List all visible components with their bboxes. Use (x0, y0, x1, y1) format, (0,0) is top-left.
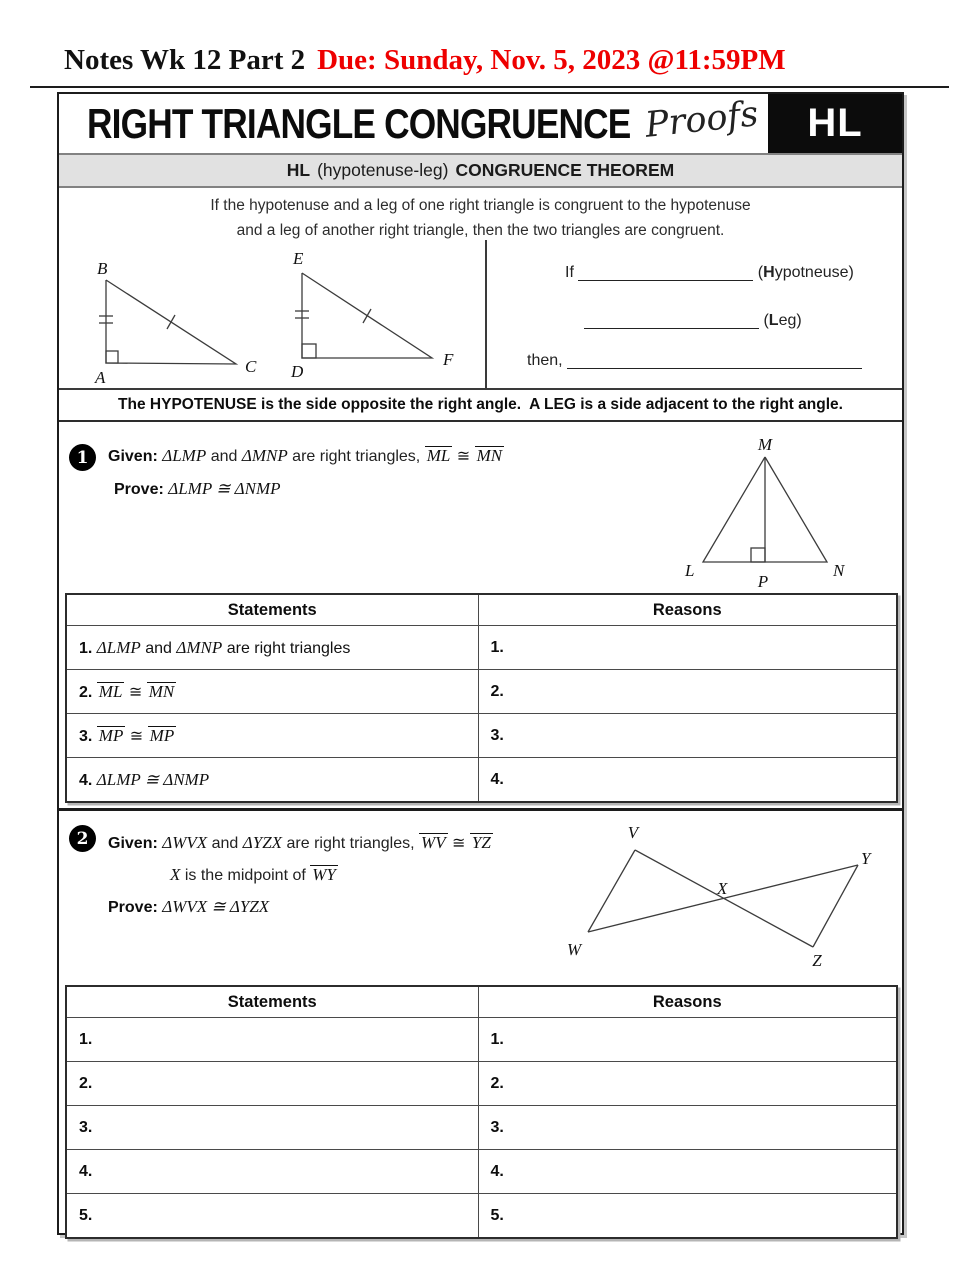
vertex-label-m: M (757, 435, 773, 454)
table-row (66, 1018, 897, 1062)
reason-cell: 3. (478, 714, 897, 758)
statement-cell: 3. MP ≅ MP (66, 714, 478, 758)
theorem-line-1: If the hypotenuse and a leg of one right triangle is congruent to the hypotenuse (210, 197, 751, 214)
vertex-label-b: B (97, 259, 108, 278)
vertex-label-c: C (245, 357, 257, 376)
definition-callout: The HYPOTENUSE is the side opposite the right angle. A LEG is a side adjacent to the right angle. (59, 390, 902, 422)
math-point-x: X (170, 865, 181, 884)
statement-cell: 4. (66, 1150, 478, 1194)
triangle-lmn-diagram (660, 430, 865, 592)
problem2-number-badge: 2 (69, 825, 96, 852)
reason-cell: 3. (478, 1106, 897, 1150)
page-title: Notes Wk 12 Part 2 (64, 44, 306, 76)
theorem-line-2: and a leg of another right triangle, then the two triangles are congruent. (236, 222, 725, 240)
table-row (66, 714, 897, 758)
vertex-label-n: N (833, 561, 845, 580)
math-triangle-lmp: ΔLMP (162, 446, 207, 465)
statement-cell: 2. (66, 1062, 478, 1106)
table2-header-statements: Statements (66, 986, 478, 1018)
math-triangle-wvx: ΔWVX (162, 833, 208, 852)
given-label: Given: (108, 448, 158, 465)
vertex-label-l: L (685, 561, 695, 580)
problem2-given-line: Given: ΔWVX and ΔYZX are right triangles, WV ≅ YZ (108, 833, 491, 852)
worksheet-box (57, 92, 904, 1235)
math-prove-2: ΔWVX ≅ ΔYZX (162, 897, 270, 916)
reason-cell: 1. (478, 1018, 897, 1062)
reason-cell: 2. (478, 1062, 897, 1106)
segment-yz: YZ (471, 833, 491, 852)
math-prove-1: ΔLMP ≅ ΔNMP (168, 479, 281, 498)
theorem-bar-paren: (hypotenuse-leg) (317, 160, 449, 180)
problem1-given-line: Given: ΔLMP and ΔMNP are right triangles, ML ≅ MN (108, 446, 503, 465)
statement-cell: 1. ΔLMP and ΔMNP are right triangles (66, 626, 478, 670)
triangle-abc-def-diagram (59, 240, 485, 388)
leg-hint: (Leg) (763, 312, 802, 329)
vertex-label-z: Z (812, 951, 822, 970)
problem1-number-badge: 1 (69, 444, 96, 471)
proof-table-2 (65, 985, 898, 1239)
theorem-statement (59, 193, 902, 243)
table-row (66, 758, 897, 803)
math-triangle-mnp: ΔMNP (241, 446, 288, 465)
table1-header-statements: Statements (66, 594, 478, 626)
theorem-bar-rest: CONGRUENCE THEOREM (455, 160, 675, 180)
statement-cell: 5. (66, 1194, 478, 1239)
given-label: Given: (108, 835, 158, 852)
then-label: then, (527, 352, 563, 369)
if-label: If (565, 264, 574, 281)
prove-label: Prove: (114, 481, 164, 498)
fill-in-cell (487, 240, 902, 388)
blank-hypotenuse (578, 280, 753, 281)
table-row (66, 1194, 897, 1239)
banner-title: RIGHT TRIANGLE CONGRUENCE (87, 100, 631, 147)
fill-line-hypotenuse (565, 264, 854, 282)
statement-cell: 3. (66, 1106, 478, 1150)
table-row (66, 670, 897, 714)
theorem-title-bar (59, 153, 902, 188)
reason-cell: 4. (478, 758, 897, 803)
hypotenuse-hint: (Hypotneuse) (757, 264, 854, 281)
vertex-label-p: P (757, 572, 769, 591)
reason-cell: 1. (478, 626, 897, 670)
vertex-label-v: V (627, 823, 639, 842)
fill-line-then (527, 352, 862, 370)
due-date: Due: Sunday, Nov. 5, 2023 @11:59PM (317, 44, 786, 76)
blank-conclusion (567, 368, 862, 369)
segment-wv: WV (421, 833, 446, 852)
table-row (66, 1106, 897, 1150)
reason-cell: 2. (478, 670, 897, 714)
table-row (66, 1150, 897, 1194)
table-row (66, 626, 897, 670)
fill-line-leg (584, 312, 802, 330)
table-row (66, 1062, 897, 1106)
problem2-prove-line (108, 897, 269, 917)
table1-header-reasons: Reasons (478, 594, 897, 626)
prove-label: Prove: (108, 899, 158, 916)
reason-cell: 4. (478, 1150, 897, 1194)
problem2-midpoint-line: X is the midpoint of WY (170, 865, 336, 884)
vertex-label-d: D (291, 362, 304, 381)
table2-header-reasons: Reasons (478, 986, 897, 1018)
vertex-label-e: E (293, 249, 304, 268)
math-triangle-yzx: ΔYZX (242, 833, 283, 852)
banner-script-word: Proofs (643, 94, 761, 146)
segment-wy: WY (312, 865, 336, 884)
segment-ml: ML (426, 446, 451, 465)
vertex-label-y: Y (861, 849, 871, 868)
vertex-label-w: W (567, 940, 582, 959)
statement-cell: 1. (66, 1018, 478, 1062)
proof-table-1 (65, 593, 898, 803)
section-divider (59, 808, 902, 811)
hl-badge: HL (768, 94, 902, 153)
problem1-prove-line (114, 479, 281, 499)
vertex-label-a: A (95, 368, 106, 387)
vertex-label-x: X (717, 879, 728, 898)
vertex-label-f: F (443, 350, 454, 369)
reason-cell: 5. (478, 1194, 897, 1239)
example-triangles-cell (59, 240, 487, 388)
segment-mn: MN (476, 446, 503, 465)
blank-leg (584, 328, 759, 329)
statement-cell: 2. ML ≅ MN (66, 670, 478, 714)
page-heading (64, 44, 786, 77)
statement-cell: 4. ΔLMP ≅ ΔNMP (66, 758, 478, 803)
bowtie-wvxyz-diagram (555, 818, 885, 976)
theorem-bar-hl: HL (286, 160, 311, 180)
heading-rule (30, 86, 949, 88)
example-row (59, 240, 902, 390)
